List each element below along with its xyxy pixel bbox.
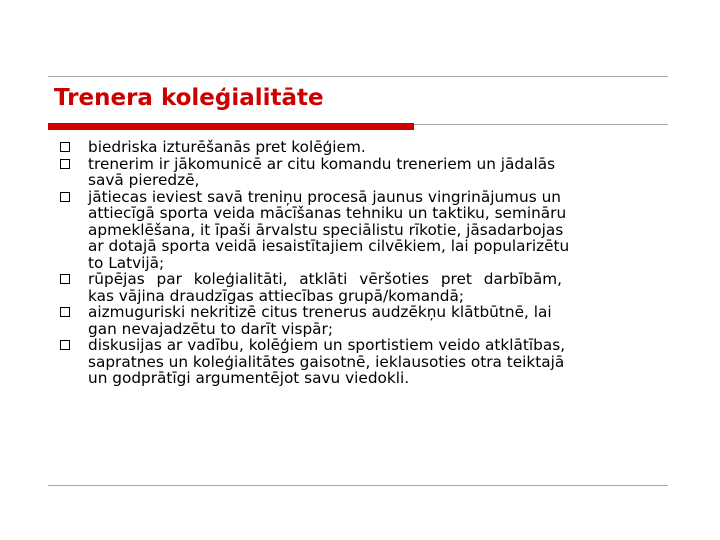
bullet-line: sapratnes un koleģialitātes gaisotnē, ieklausoties otra teiktajā: [88, 352, 565, 371]
hollow-square-bullet-icon: [60, 340, 70, 350]
list-item: [60, 271, 680, 304]
bullet-line: attiecīgā sporta veida mācīšanas tehniku un taktiku, semināru: [88, 204, 567, 222]
bullet-line: diskusijas ar vadību, kolēģiem un sportistiem veido atklātības,: [88, 336, 566, 354]
bullet-list: [60, 139, 680, 387]
list-item: [60, 337, 680, 387]
hollow-square-bullet-icon: [60, 307, 70, 317]
list-item: [60, 304, 680, 337]
bullet-line: aizmuguriski nekritizē citus trenerus audzēkņu klātbūtnē, lai: [88, 303, 552, 321]
title-accent-bar: [48, 123, 414, 130]
bullet-line: jātiecas ieviest savā treniņu procesā jaunus vingrinājumus un: [88, 187, 561, 206]
list-item: [60, 156, 680, 189]
bullet-line: to Latvijā;: [88, 253, 165, 272]
bullet-line: un godprātīgi argumentējot savu viedokli.: [88, 369, 410, 387]
hollow-square-bullet-icon: [60, 192, 70, 202]
slide-title: Trenera koleģialitāte: [54, 85, 324, 111]
hollow-square-bullet-icon: [60, 142, 70, 152]
list-item: [60, 139, 680, 156]
top-divider: [48, 76, 668, 77]
hollow-square-bullet-icon: [60, 159, 70, 169]
bullet-line: gan nevajadzētu to darīt vispār;: [88, 319, 334, 338]
hollow-square-bullet-icon: [60, 274, 70, 284]
bullet-line: kas vājina draudzīgas attiecības grupā/komandā;: [88, 286, 465, 305]
bullet-line: trenerim ir jākomunicē ar citu komandu treneriem un jādalās: [88, 154, 556, 173]
bottom-divider: [48, 485, 668, 486]
bullet-line: biedriska izturēšanās pret kolēģiem.: [88, 138, 366, 156]
list-item: [60, 189, 680, 272]
bullet-line: apmeklēšana, it īpaši ārvalstu speciālistu rīkotie, jāsadarbojas: [88, 220, 564, 239]
bullet-line: rūpējas par koleģialitāti, atklāti vēršoties pret darbībām,: [88, 270, 562, 288]
bullet-line: ar dotajā sporta veidā iesaistītajiem cilvēkiem, lai popularizētu: [88, 237, 570, 255]
bullet-line: savā pieredzē,: [88, 171, 200, 189]
